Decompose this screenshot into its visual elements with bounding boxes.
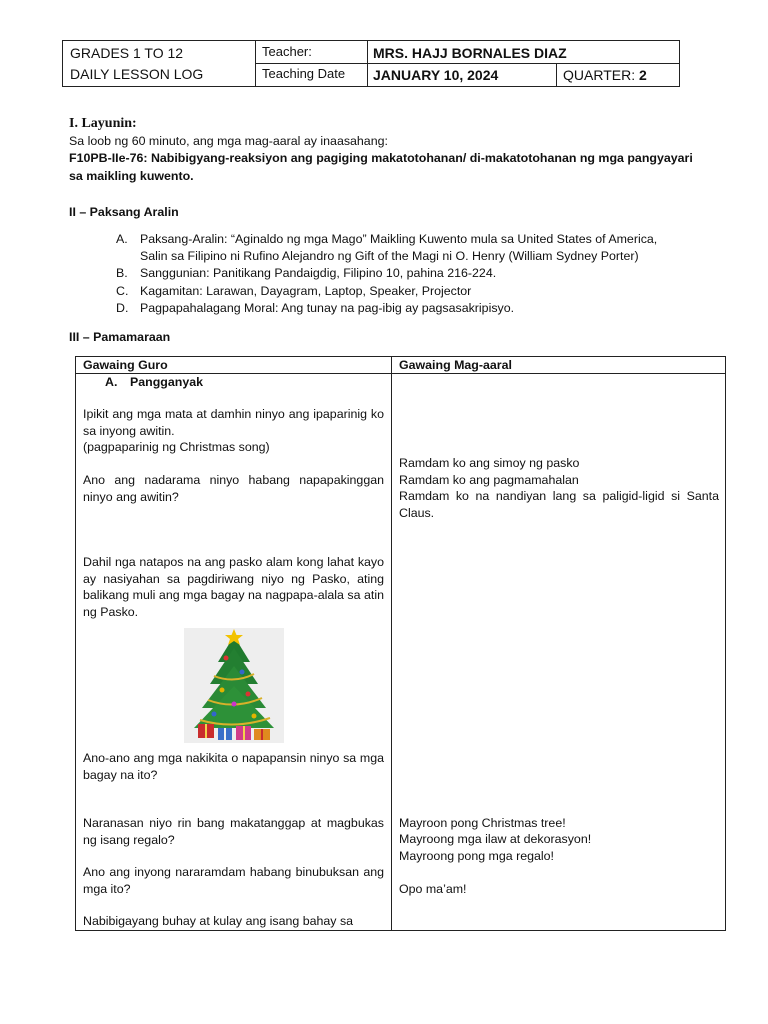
teacher-instruction: Ipikit ang mga mata at damhin ninyo ang ipaparinig ko sa inyong awitin. xyxy=(83,407,384,438)
subsection-title: Pangganyak xyxy=(130,375,203,389)
christmas-tree-icon xyxy=(184,628,284,743)
list-marker: A. xyxy=(116,232,128,246)
list-item-text: Salin sa Filipino ni Rufino Alejandro ng Gift of the Magi ni O. Henry (William Sydney Porter) xyxy=(140,248,639,263)
section-layunin-title: I. Layunin: xyxy=(69,116,137,131)
teacher-name: MRS. HAJJ BORNALES DIAZ xyxy=(373,45,567,61)
list-marker: B. xyxy=(116,266,128,280)
section-paksang-aralin-title: II – Paksang Aralin xyxy=(69,205,179,219)
teacher-question: Naranasan niyo rin bang makatanggap at magbukas ng isang regalo? xyxy=(83,816,384,847)
student-response: Ramdam ko ang pagmamahalan xyxy=(399,473,579,487)
student-response: Ramdam ko ang simoy ng pasko xyxy=(399,456,580,470)
student-response: Opo ma’am! xyxy=(399,882,467,896)
teacher-question: Ano-ano ang mga nakikita o napapansin ninyo sa mga bagay na ito? xyxy=(83,751,384,782)
teaching-date-value: JANUARY 10, 2024 xyxy=(373,67,499,83)
section-pamamaraan-title: III – Pamamaraan xyxy=(69,330,171,344)
paksang-aralin-list xyxy=(116,231,716,318)
student-response: Ramdam ko na nandiyan lang sa paligid-ligid si Santa Claus. xyxy=(399,489,719,520)
list-item-text: Sanggunian: Panitikang Pandaigdig, Filipino 10, pahina 216-224. xyxy=(140,266,497,280)
column-header-student: Gawaing Mag-aaral xyxy=(399,358,512,372)
quarter-value: 2 xyxy=(638,67,647,83)
procedure-table xyxy=(75,356,726,931)
teacher-question: Ano ang nadarama ninyo habang napapakinggan ninyo ang awitin? xyxy=(83,473,384,504)
column-header-teacher: Gawaing Guro xyxy=(83,358,168,372)
list-item-text: Kagamitan: Larawan, Dayagram, Laptop, Speaker, Projector xyxy=(140,283,472,298)
quarter-label: QUARTER: xyxy=(563,67,636,83)
header-title-line1: GRADES 1 TO 12 xyxy=(70,45,184,61)
teacher-statement: Nabibigayang buhay at kulay ang isang bahay sa xyxy=(83,914,354,928)
list-item-text: Pagpapahalagang Moral: Ang tunay na pag-ibig ay pagsasakripisyo. xyxy=(140,301,515,315)
student-response: Mayroon pong Christmas tree! xyxy=(399,816,566,830)
list-marker: D. xyxy=(116,301,129,315)
lesson-log-header xyxy=(62,40,680,87)
list-item xyxy=(116,231,716,264)
teacher-note: (pagpaparinig ng Christmas song) xyxy=(83,440,270,454)
teacher-instruction: Dahil nga natapos na ang pasko alam kong lahat kayo ay nasiyahan sa pagdiriwang niyo ng Pasko, ating balikang muli ang mga bagay na nagpapa-alala sa atin ng Pasko. xyxy=(83,555,384,619)
quarter-field xyxy=(563,64,647,86)
list-item xyxy=(116,265,716,282)
list-item xyxy=(116,300,716,317)
teacher-label: Teacher: xyxy=(262,44,312,59)
list-item-text: Paksang-Aralin: “Aginaldo ng mga Mago” Maikling Kuwento mula sa United States of America, xyxy=(140,232,658,246)
list-marker: C. xyxy=(116,283,129,298)
list-item xyxy=(116,283,716,300)
student-response: Mayroong mga ilaw at dekorasyon! xyxy=(399,832,592,846)
subsection-marker: A. xyxy=(105,375,118,389)
objective-line1: F10PB-IIe-76: Nabibigyang-reaksiyon ang pagiging makatotohanan/ di-makatotohanan ng mga pangyayari xyxy=(69,151,693,165)
objective-line2: sa maikling kuwento. xyxy=(69,169,194,183)
student-response: Mayroong pong mga regalo! xyxy=(399,849,554,863)
teaching-date-label: Teaching Date xyxy=(262,66,346,81)
christmas-tree-image xyxy=(184,628,284,743)
teacher-question: Ano ang inyong nararamdam habang binubuksan ang mga ito? xyxy=(83,865,384,896)
layunin-intro: Sa loob ng 60 minuto, ang mga mag-aaral ay inaasahang: xyxy=(69,134,388,148)
header-title-line2: DAILY LESSON LOG xyxy=(70,66,204,82)
